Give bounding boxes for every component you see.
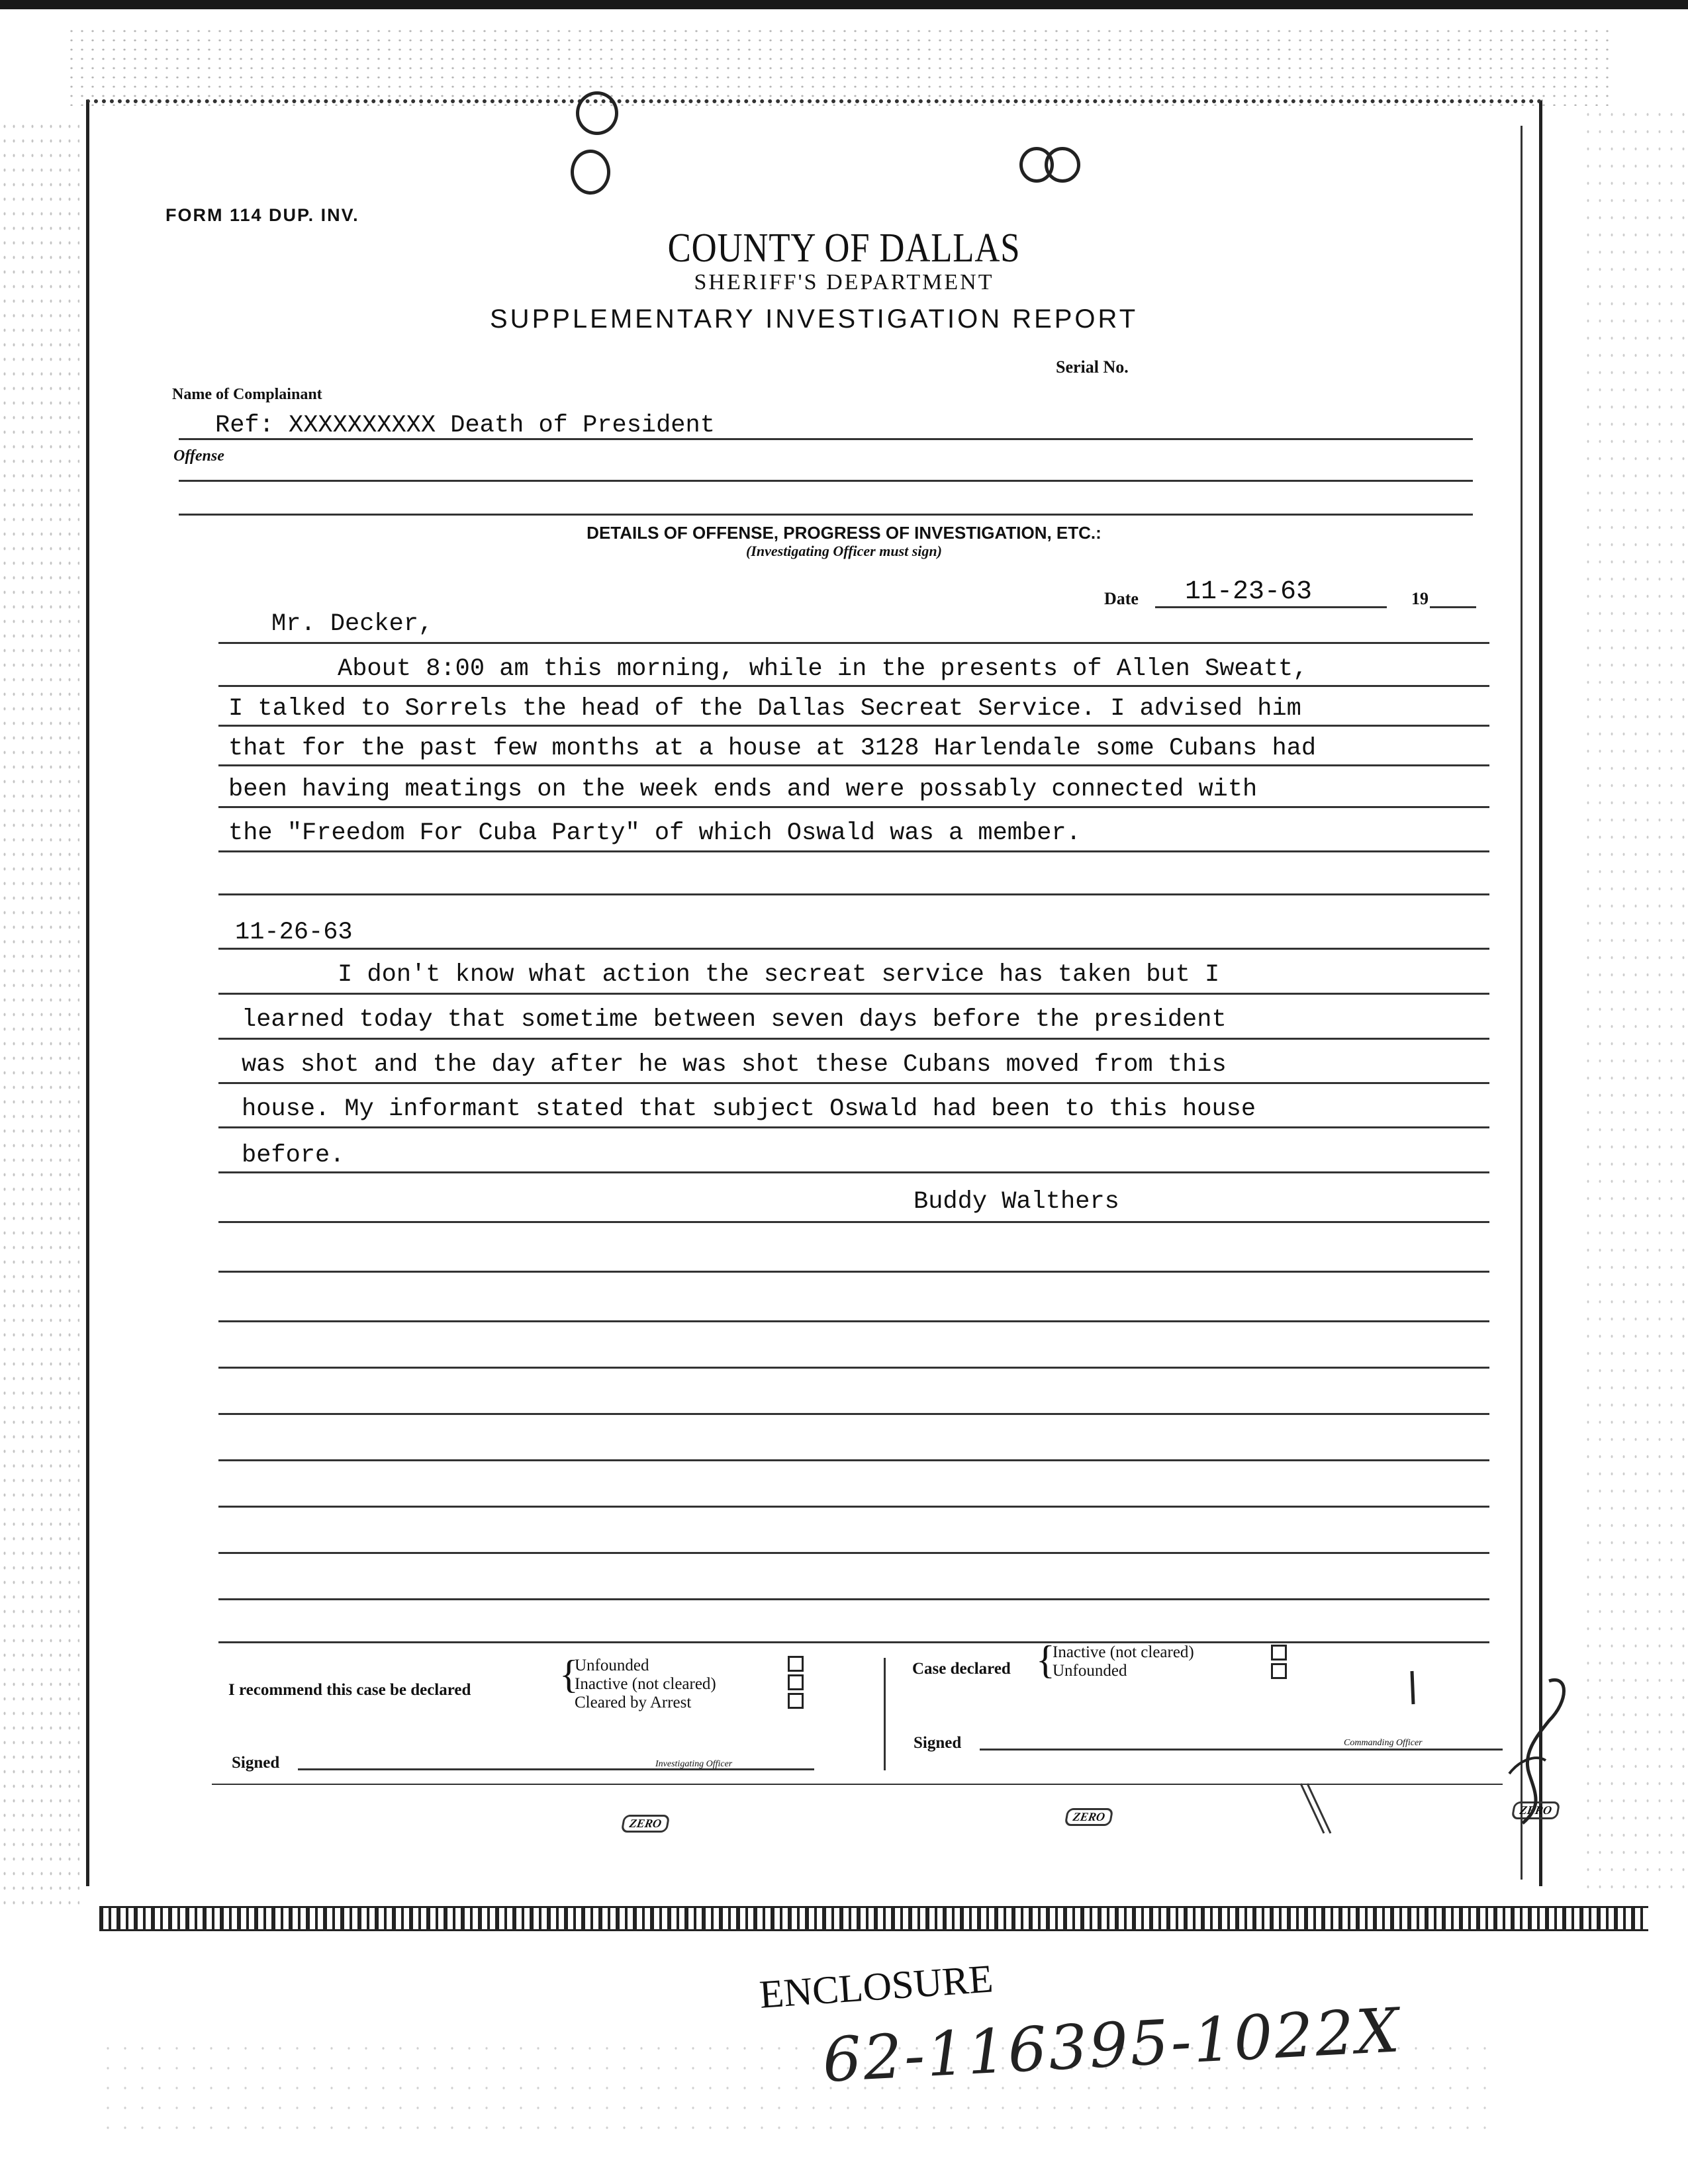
pen-stroke bbox=[1407, 1668, 1420, 1707]
typed-signature: Buddy Walthers bbox=[914, 1188, 1119, 1216]
top-edge bbox=[0, 0, 1688, 9]
ref-value: Ref: XXXXXXXXXX Death of President bbox=[215, 412, 715, 439]
details-heading: DETAILS OF OFFENSE, PROGRESS OF INVESTIGATION, ETC.: bbox=[586, 523, 1102, 543]
signed-label-investigator: Signed bbox=[232, 1754, 280, 1772]
brace-left: { bbox=[559, 1653, 579, 1696]
rule bbox=[218, 806, 1489, 808]
perforated-strip bbox=[99, 1906, 1648, 1931]
date-label: Date bbox=[1104, 589, 1139, 608]
rule bbox=[218, 1598, 1489, 1600]
rule bbox=[218, 1082, 1489, 1084]
brace-right: { bbox=[1036, 1638, 1055, 1682]
footer-divider bbox=[884, 1658, 886, 1770]
handwritten-mark bbox=[1496, 1674, 1575, 1827]
body-line: before. bbox=[242, 1142, 345, 1169]
punch-hole-mark bbox=[1045, 147, 1080, 183]
complainant-label: Name of Complainant bbox=[172, 386, 322, 403]
body-line: I talked to Sorrels the head of the Dallas Secreat Service. I advised him bbox=[228, 695, 1301, 723]
rule bbox=[218, 764, 1489, 766]
recommend-label: I recommend this case be declared bbox=[228, 1681, 471, 1699]
rule bbox=[218, 1038, 1489, 1040]
body-line: that for the past few months at a house at 3128 Harlendale some Cubans had bbox=[228, 735, 1317, 762]
rule bbox=[1430, 606, 1476, 608]
case-declared-label: Case declared bbox=[912, 1660, 1011, 1678]
report-title: SUPPLEMENTARY INVESTIGATION REPORT bbox=[490, 304, 1139, 334]
body-line: learned today that sometime between seven days before the president bbox=[242, 1006, 1227, 1034]
rule bbox=[218, 1641, 1489, 1643]
rule bbox=[218, 948, 1489, 950]
scan-noise-top bbox=[66, 26, 1615, 106]
rule bbox=[218, 1271, 1489, 1273]
investigating-officer-label: Investigating Officer bbox=[655, 1759, 733, 1769]
handwritten-file-number: 62-116395-1022X bbox=[821, 1995, 1403, 2096]
rule bbox=[179, 480, 1473, 482]
rule bbox=[1155, 606, 1387, 608]
pen-stroke bbox=[1297, 1780, 1337, 1840]
checkbox-inactive[interactable] bbox=[788, 1674, 804, 1690]
rule bbox=[179, 514, 1473, 516]
rule bbox=[218, 1320, 1489, 1322]
signature-line-commander[interactable] bbox=[980, 1749, 1503, 1751]
option-inactive: Inactive (not cleared) bbox=[575, 1675, 716, 1693]
serial-label: Serial No. bbox=[1056, 357, 1129, 377]
rule bbox=[218, 1221, 1489, 1223]
rule bbox=[218, 685, 1489, 687]
checkbox-cleared-by-arrest[interactable] bbox=[788, 1693, 804, 1709]
scan-noise-left bbox=[0, 119, 79, 1906]
rule bbox=[218, 1506, 1489, 1508]
zero-stamp: ZERO bbox=[1064, 1808, 1114, 1826]
rule bbox=[218, 1171, 1489, 1173]
punch-hole-mark bbox=[571, 150, 610, 195]
details-subheading: (Investigating Officer must sign) bbox=[745, 543, 942, 559]
rule bbox=[218, 850, 1489, 852]
checkbox-unfounded[interactable] bbox=[788, 1656, 804, 1672]
date-value: 11-23-63 bbox=[1185, 577, 1313, 607]
rule bbox=[218, 1413, 1489, 1415]
body-line: I don't know what action the secreat service has taken but I bbox=[338, 961, 1220, 989]
department-title: SHERIFF'S DEPARTMENT bbox=[694, 270, 994, 295]
salutation: Mr. Decker, bbox=[271, 610, 434, 638]
case-checkbox-inactive[interactable] bbox=[1271, 1645, 1287, 1661]
option-cleared-by-arrest: Cleared by Arrest bbox=[575, 1694, 692, 1711]
rule bbox=[218, 642, 1489, 644]
scan-noise-right bbox=[1582, 106, 1688, 1893]
body-line: About 8:00 am this morning, while in the presents of Allen Sweatt, bbox=[338, 655, 1308, 683]
option-unfounded: Unfounded bbox=[575, 1657, 649, 1674]
signature-line-investigator[interactable] bbox=[298, 1768, 814, 1770]
rule bbox=[179, 438, 1473, 440]
zero-stamp: ZERO bbox=[1511, 1801, 1561, 1819]
body-line: the "Freedom For Cuba Party" of which Oswald was a member. bbox=[228, 819, 1081, 847]
rule bbox=[218, 1459, 1489, 1461]
body-line: been having meatings on the week ends and were possably connected with bbox=[228, 776, 1258, 803]
rule bbox=[218, 893, 1489, 895]
form-number: FORM 114 DUP. INV. bbox=[165, 205, 359, 225]
county-title: COUNTY OF DALLAS bbox=[667, 226, 1021, 271]
rule bbox=[218, 1126, 1489, 1128]
rule bbox=[218, 993, 1489, 995]
body-line: was shot and the day after he was shot these Cubans moved from this bbox=[242, 1051, 1227, 1079]
body-line: house. My informant stated that subject Oswald had been to this house bbox=[242, 1095, 1256, 1123]
commanding-officer-label: Commanding Officer bbox=[1344, 1738, 1423, 1748]
rule bbox=[218, 1552, 1489, 1554]
case-checkbox-unfounded[interactable] bbox=[1271, 1663, 1287, 1679]
zero-stamp: ZERO bbox=[621, 1815, 671, 1833]
year-prefix: 19 bbox=[1411, 589, 1429, 608]
enclosure-stamp: ENCLOSURE bbox=[758, 1956, 995, 2017]
signed-label-commander: Signed bbox=[914, 1734, 962, 1752]
entry-date: 11-26-63 bbox=[235, 919, 353, 946]
case-option-inactive: Inactive (not cleared) bbox=[1053, 1643, 1194, 1661]
rule bbox=[218, 1367, 1489, 1369]
case-option-unfounded: Unfounded bbox=[1053, 1662, 1127, 1680]
punch-hole-mark bbox=[576, 91, 618, 135]
offense-label: Offense bbox=[173, 447, 224, 465]
rule bbox=[218, 725, 1489, 727]
